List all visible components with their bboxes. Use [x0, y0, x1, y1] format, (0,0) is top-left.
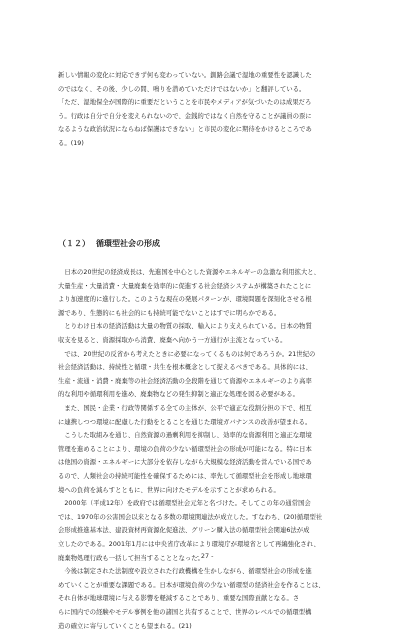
- text-line: 的な利用や循環利用を進め、廃棄物などの発生抑制と適正な処理を図る必要がある。: [58, 391, 299, 399]
- text-line: めていくことが重要な課題である。日本が環境負荷の少ない循環型の経済社会を作ることは、: [58, 581, 325, 589]
- text-line: る。(19): [58, 139, 84, 147]
- text-line: それ自体が地球環境に与える影響を軽減することであり、重要な国際貢献となる。さ: [58, 595, 300, 603]
- text-line: 立したのである。2001年1月には中央省庁改革により環境庁が環境省として再編強化され、: [58, 540, 320, 548]
- text-line: に連携しつつ環境に配慮した行動をとることを通じた環境ガバナンスの改善が望まれる。: [58, 418, 312, 426]
- text-line: のではなく、その後、少しの間、鳴りを潜めていただけではないか」と翻評している。: [58, 85, 306, 93]
- text-line: 生産・流通・消費・廃棄等の社会経済活動の全段階を通じて資源やエネルギーのより高率: [58, 377, 312, 385]
- section-number: （１２）: [58, 239, 90, 248]
- text-line: では、1970年の公害国会以来となる多数の環境関連法が成立した。すなわち、(20)循環型社: [58, 513, 323, 521]
- body-paragraph-3: [58, 565, 358, 633]
- text-line: 2000年（平成12年）を政府では循環型社会元年と名づけた。そしてこの年の通常国会: [58, 500, 311, 508]
- text-line: では、20世紀の反省から考えたときに必要になってくるものは何であろうか。21世紀の: [58, 350, 316, 358]
- text-line: 今後は制定された法制度や設立された行政機構を生かしながら、循環型社会の形成を進: [58, 568, 312, 576]
- section-heading: [58, 238, 160, 249]
- text-line: なるような政治状況にならねば保護はできない」と市民の変化に期待をかけるところであ: [58, 126, 312, 134]
- page-number: - 27 -: [196, 552, 214, 560]
- text-line: 造の確立に寄与していくことも望まれる。(21): [58, 622, 192, 630]
- text-line: らに国内での経験やモデル事例を他の諸国と共有することで、世界のレベルでの循環型構: [58, 608, 312, 616]
- text-line: こうした取組みを通じ、自然資源の過剰利用を抑制し、効率的な資源利用と適正な環境: [58, 432, 312, 440]
- text-line: 「ただ、湿地保全が国際的に重要だということを市民やメディアが気づいたのは成果だろ: [58, 99, 312, 107]
- text-line: るので、人類社会の持続可能性を確保するためには、率先して循環型社会を形成し地球環: [58, 472, 312, 480]
- text-line: は他国の資源・エネルギーに大部分を依存しながら大規模な経済活動を営んでいる国であ: [58, 459, 312, 467]
- text-line: より加速度的に進行した。このような現在の発展パターンが、環境問題を深刻化させる根: [58, 296, 312, 304]
- text-line: 大量生産・大量消費・大量廃棄を効率的に促進する社会経済システムが構築されたことに: [58, 282, 312, 290]
- body-paragraph-1: [58, 266, 358, 497]
- text-line: 源であり、生態的にも社会的にも持続可能でないことはすでに明らかである。: [58, 309, 281, 317]
- text-line: 新しい情報の変化に対応できず何も変わっていない。釧路会議で湿地の重要性を認識した: [58, 72, 312, 79]
- text-line: また、国民・企業・行政等関係する全ての主体が、公平で適正な役割分担の下で、相互: [58, 404, 312, 412]
- text-line: 収支を見ると、資源採取から消費、廃棄へ向かう一方通行が主流となっている。: [58, 336, 287, 344]
- text-line: 廃棄物処理行政も一括して担当することとなった。: [58, 554, 204, 562]
- text-line: 管理を進めることにより、環境の負荷の少ない循環型社会の形成が可能になる。特に日本: [58, 445, 312, 453]
- text-line: 社会経済活動は、持続性と循環・共生を根本概念として捉えるべきである。具体的には、: [58, 364, 312, 372]
- text-line: とりわけ日本の経済活動は大量の物質の採取、輸入により支えられている。日本の物質: [58, 323, 312, 331]
- intro-paragraph: [58, 69, 358, 151]
- text-line: う。行政は自分で自分を変えられないので、金銭的ではなく自然を守ることが議員の票に: [58, 112, 312, 120]
- text-line: 会形成推進基本法、建設資材再資源化促進法、グリーン購入法の循環型社会関連6法が成: [58, 527, 310, 535]
- text-line: 日本の20世紀の経済成長は、先進国を中心とした資源やエネルギーの急激な利用拡大と、: [58, 269, 320, 276]
- section-title: 循環型社会の形成: [96, 239, 160, 248]
- text-line: 境への負荷を減らすとともに、世界に向けたモデルを示すことが求められる。: [58, 486, 280, 494]
